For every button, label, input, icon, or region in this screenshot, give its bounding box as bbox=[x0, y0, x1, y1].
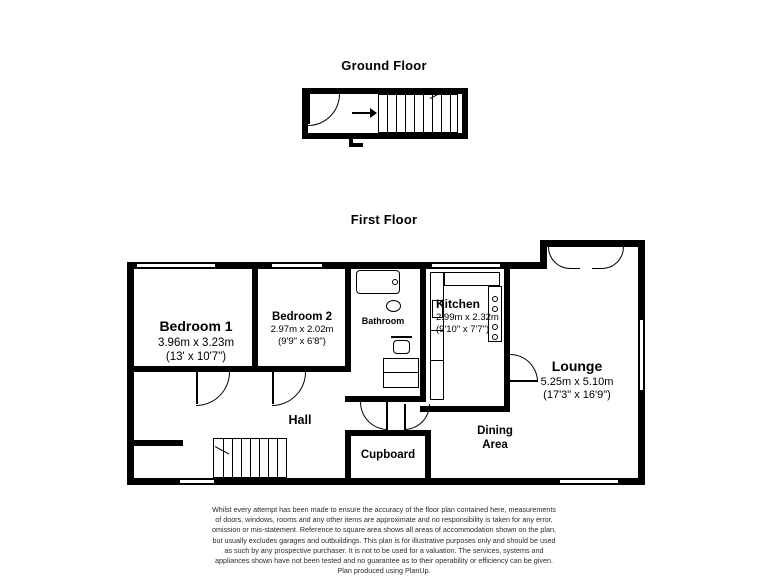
disclaimer bbox=[0, 505, 768, 577]
ff-wall-left bbox=[127, 262, 134, 485]
window-bedroom2-top bbox=[272, 262, 322, 269]
label-cupboard bbox=[340, 448, 436, 462]
gf-wall-right bbox=[462, 88, 468, 139]
label-dining-area bbox=[455, 424, 535, 453]
label-bathroom bbox=[350, 316, 416, 327]
window-lounge-bottom bbox=[560, 478, 618, 485]
gf-wall-stub-right bbox=[349, 143, 363, 147]
disclaimer-line-5: as such by any prospective purchaser. It is not to be used for a valuation. The services, systems and bbox=[224, 545, 544, 555]
label-bathroom-name: Bathroom bbox=[361, 316, 405, 326]
label-kitchen-imperial: (9'10" x 7'7") bbox=[436, 323, 490, 335]
label-bedroom2-metric: 2.97m x 2.02m bbox=[270, 324, 334, 336]
disclaimer-line-1: Whilst every attempt has been made to ensure the accuracy of the floor plan contained here, measurements bbox=[212, 505, 556, 514]
label-hall bbox=[268, 413, 332, 429]
kitchen-counter-line-2-icon bbox=[430, 360, 444, 361]
gf-wall-bottom bbox=[302, 133, 468, 139]
ff-wall-hall-stub bbox=[127, 440, 183, 446]
label-bedroom1-imperial: (13' x 10'7") bbox=[165, 350, 227, 363]
basin-icon bbox=[386, 300, 401, 312]
label-hall-name: Hall bbox=[288, 413, 312, 427]
kitchen-counter-left-icon bbox=[430, 272, 444, 400]
window-bedroom1-top bbox=[137, 262, 215, 269]
gf-staircase bbox=[378, 94, 458, 133]
label-kitchen-metric: 2.99m x 2.32m bbox=[436, 312, 499, 323]
ff-wall-bath-kitchen bbox=[420, 262, 426, 402]
ff-wall-kitchen-bottom bbox=[420, 406, 510, 412]
label-lounge-metric: 5.25m x 5.10m bbox=[540, 375, 614, 388]
label-bedroom2-imperial: (9'9" x 6'8") bbox=[278, 336, 326, 348]
ff-wall-bed1-bottom bbox=[127, 366, 258, 372]
label-bedroom1-metric: 3.96m x 3.23m bbox=[157, 336, 235, 349]
bath-tub-drain-icon bbox=[392, 279, 398, 285]
label-kitchen bbox=[436, 297, 528, 336]
disclaimer-line-4: but usually excludes garages and outbuildings. This plan is for illustrative purposes only and should be used bbox=[212, 535, 556, 545]
ff-wall-cupboard-top bbox=[345, 430, 431, 436]
label-lounge-imperial: (17'3" x 16'9") bbox=[543, 389, 611, 402]
label-kitchen-name: Kitchen bbox=[436, 297, 481, 311]
label-lounge-name: Lounge bbox=[551, 358, 603, 374]
label-lounge bbox=[512, 358, 642, 403]
label-bedroom2-name: Bedroom 2 bbox=[271, 311, 333, 323]
kitchen-counter-top-icon bbox=[444, 272, 500, 286]
ground-floor-title: Ground Floor bbox=[341, 58, 427, 73]
label-bedroom1 bbox=[134, 318, 258, 364]
first-floor-title: First Floor bbox=[350, 212, 418, 227]
disclaimer-line-7: Plan produced using PlanUp. bbox=[337, 566, 431, 576]
label-dining-name2: Area bbox=[482, 439, 508, 452]
disclaimer-line-6: appliances shown have not been tested and no guarantee as to their operability or efficiency can be given. bbox=[215, 556, 553, 566]
label-bedroom1-name: Bedroom 1 bbox=[159, 318, 233, 334]
disclaimer-line-2: of doors, windows, rooms and any other items are approximate and no responsibility is taken for any error, bbox=[215, 515, 553, 525]
bathroom-cupboard-shelf-icon bbox=[383, 372, 419, 373]
disclaimer-line-3: omission or mis-statement. Reference to square area shows all areas of accommodation shown on the plan, bbox=[212, 525, 556, 535]
window-hall-bottom bbox=[180, 478, 214, 485]
ff-wall-bay-top bbox=[540, 240, 645, 247]
toilet-cistern-icon bbox=[391, 336, 412, 338]
ff-staircase bbox=[213, 438, 287, 478]
label-dining-name: Dining bbox=[477, 425, 513, 437]
window-kitchen-top bbox=[432, 262, 500, 269]
label-cupboard-name: Cupboard bbox=[360, 449, 416, 461]
label-bedroom2 bbox=[252, 310, 352, 348]
ff-wall-kitchen-lounge bbox=[504, 262, 510, 412]
toilet-icon bbox=[393, 340, 410, 354]
